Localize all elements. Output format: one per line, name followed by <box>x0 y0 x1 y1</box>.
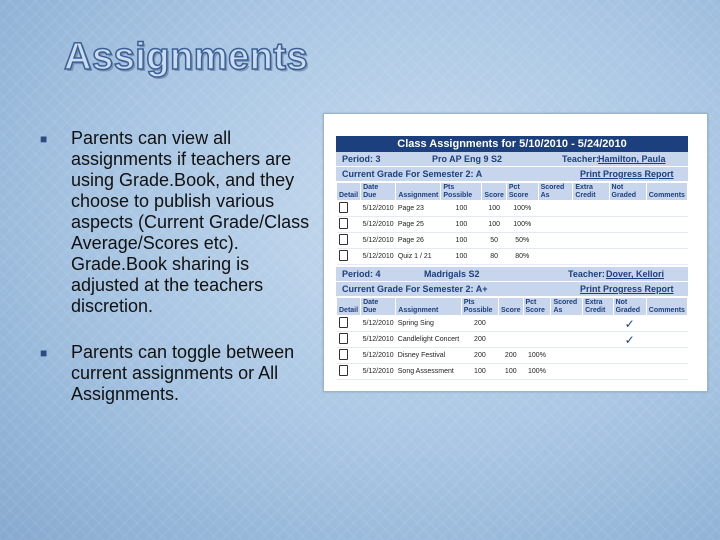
col-header: Extra Credit <box>573 183 609 201</box>
not-graded <box>613 364 646 380</box>
teacher-label: Teacher: <box>568 269 605 279</box>
extra-credit <box>583 364 614 380</box>
col-header: Score <box>499 298 523 316</box>
col-header: Detail <box>337 298 361 316</box>
assignment-name: Page 25 <box>396 217 441 233</box>
col-header: Pts Possible <box>461 298 498 316</box>
extra-credit <box>573 201 609 217</box>
table-row <box>337 249 688 265</box>
print-progress-report-link[interactable]: Print Progress Report <box>580 284 674 294</box>
pts-possible: 100 <box>461 364 498 380</box>
date-due: 5/12/2010 <box>361 332 396 348</box>
score: 50 <box>482 233 506 249</box>
assignment-name: Spring Sing <box>396 316 461 332</box>
scored-as <box>551 316 583 332</box>
slide-title: Assignments <box>64 36 309 78</box>
detail-icon[interactable] <box>337 364 361 380</box>
detail-icon[interactable] <box>337 217 361 233</box>
comments <box>646 316 687 332</box>
detail-icon[interactable] <box>337 249 361 265</box>
table-row <box>337 217 688 233</box>
scored-as <box>538 233 573 249</box>
score <box>499 332 523 348</box>
date-due: 5/12/2010 <box>361 233 396 249</box>
extra-credit <box>583 332 614 348</box>
col-header: Pts Possible <box>441 183 482 201</box>
assignments-table <box>336 297 688 380</box>
col-header: Assignment <box>396 298 461 316</box>
date-due: 5/12/2010 <box>361 364 396 380</box>
col-header: Scored As <box>551 298 583 316</box>
bullet-square-icon: ■ <box>40 346 48 360</box>
col-header: Score <box>482 183 506 201</box>
detail-icon[interactable] <box>337 332 361 348</box>
col-header: Pct Score <box>506 183 538 201</box>
table-row <box>337 364 688 380</box>
not-graded <box>609 217 646 233</box>
comments <box>646 332 687 348</box>
table-row <box>337 316 688 332</box>
not-graded <box>609 201 646 217</box>
comments <box>646 364 687 380</box>
comments <box>646 249 687 265</box>
period-header <box>336 152 688 167</box>
date-due: 5/12/2010 <box>361 217 396 233</box>
pct-score: 80% <box>506 249 538 265</box>
assignments-table <box>336 182 688 265</box>
current-grade: Current Grade For Semester 2: A+ <box>342 284 488 294</box>
comments <box>646 348 687 364</box>
col-header: Not Graded <box>609 183 646 201</box>
grade-header <box>336 282 688 297</box>
date-due: 5/12/2010 <box>361 201 396 217</box>
extra-credit <box>583 348 614 364</box>
bullet-list <box>40 128 310 430</box>
date-due: 5/12/2010 <box>361 348 396 364</box>
not-graded-check-icon: ✓ <box>613 332 646 348</box>
extra-credit <box>573 233 609 249</box>
detail-icon[interactable] <box>337 233 361 249</box>
scored-as <box>538 249 573 265</box>
score: 100 <box>482 217 506 233</box>
col-header: Extra Credit <box>583 298 614 316</box>
table-row <box>337 201 688 217</box>
teacher-link[interactable]: Hamilton, Paula <box>598 154 666 164</box>
col-header: Detail <box>337 183 361 201</box>
current-grade: Current Grade For Semester 2: A <box>342 169 483 179</box>
assignment-name: Quiz 1 / 21 <box>396 249 441 265</box>
period-label: Period: 3 <box>342 154 381 164</box>
pts-possible: 100 <box>441 201 482 217</box>
score: 80 <box>482 249 506 265</box>
score: 100 <box>499 364 523 380</box>
table-header-row <box>337 183 688 201</box>
comments <box>646 217 687 233</box>
detail-icon[interactable] <box>337 316 361 332</box>
table-row <box>337 332 688 348</box>
score: 200 <box>499 348 523 364</box>
extra-credit <box>583 316 614 332</box>
not-graded-check-icon: ✓ <box>613 316 646 332</box>
col-header: Date Due <box>361 183 396 201</box>
gradebook-screenshot <box>323 113 708 392</box>
pct-score: 50% <box>506 233 538 249</box>
not-graded <box>613 348 646 364</box>
assignments-caption: Class Assignments for 5/10/2010 - 5/24/2010 <box>336 136 688 152</box>
col-header: Date Due <box>361 298 396 316</box>
detail-icon[interactable] <box>337 201 361 217</box>
col-header: Scored As <box>538 183 573 201</box>
pct-score: 100% <box>506 217 538 233</box>
course-name: Madrigals S2 <box>424 269 480 279</box>
scored-as <box>538 217 573 233</box>
extra-credit <box>573 217 609 233</box>
extra-credit <box>573 249 609 265</box>
pts-possible: 100 <box>441 249 482 265</box>
not-graded <box>609 233 646 249</box>
bullet-item <box>40 128 310 317</box>
period-header <box>336 267 688 282</box>
pts-possible: 200 <box>461 332 498 348</box>
scored-as <box>551 332 583 348</box>
pts-possible: 200 <box>461 316 498 332</box>
pct-score <box>523 316 551 332</box>
assignment-name: Candlelight Concert <box>396 332 461 348</box>
pct-score <box>523 332 551 348</box>
teacher-link[interactable]: Dover, Kellori <box>606 269 665 279</box>
col-header: Assignment <box>396 183 441 201</box>
bullet-square-icon: ■ <box>40 132 48 146</box>
pct-score: 100% <box>523 364 551 380</box>
date-due: 5/12/2010 <box>361 316 396 332</box>
score <box>499 316 523 332</box>
scored-as <box>551 364 583 380</box>
col-header: Not Graded <box>613 298 646 316</box>
comments <box>646 201 687 217</box>
scored-as <box>538 201 573 217</box>
teacher-label: Teacher: <box>562 154 599 164</box>
not-graded <box>609 249 646 265</box>
course-name: Pro AP Eng 9 S2 <box>432 154 503 164</box>
assignment-name: Page 23 <box>396 201 441 217</box>
date-due: 5/12/2010 <box>361 249 396 265</box>
pts-possible: 200 <box>461 348 498 364</box>
pct-score: 100% <box>523 348 551 364</box>
col-header: Comments <box>646 183 687 201</box>
bullet-item <box>40 342 310 405</box>
print-progress-report-link[interactable]: Print Progress Report <box>580 169 674 179</box>
scored-as <box>551 348 583 364</box>
col-header: Comments <box>646 298 687 316</box>
pts-possible: 100 <box>441 217 482 233</box>
assignment-name: Song Assessment <box>396 364 461 380</box>
pts-possible: 100 <box>441 233 482 249</box>
table-row <box>337 233 688 249</box>
table-row <box>337 348 688 364</box>
col-header: Pct Score <box>523 298 551 316</box>
assignment-name: Page 26 <box>396 233 441 249</box>
bullet-text: Parents can view all assignments if teachers are using Grade.Book, and they choose to publish various aspects (Current Grade/Class Average/Scores etc). Grade.Book sharing is adjusted at the teachers discretion. <box>71 128 310 316</box>
comments <box>646 233 687 249</box>
bullet-text: Parents can toggle between current assignments or All Assignments. <box>71 342 295 404</box>
period-label: Period: 4 <box>342 269 381 279</box>
assignment-name: Disney Festival <box>396 348 461 364</box>
grade-header <box>336 167 688 182</box>
detail-icon[interactable] <box>337 348 361 364</box>
table-header-row <box>337 298 688 316</box>
score: 100 <box>482 201 506 217</box>
pct-score: 100% <box>506 201 538 217</box>
